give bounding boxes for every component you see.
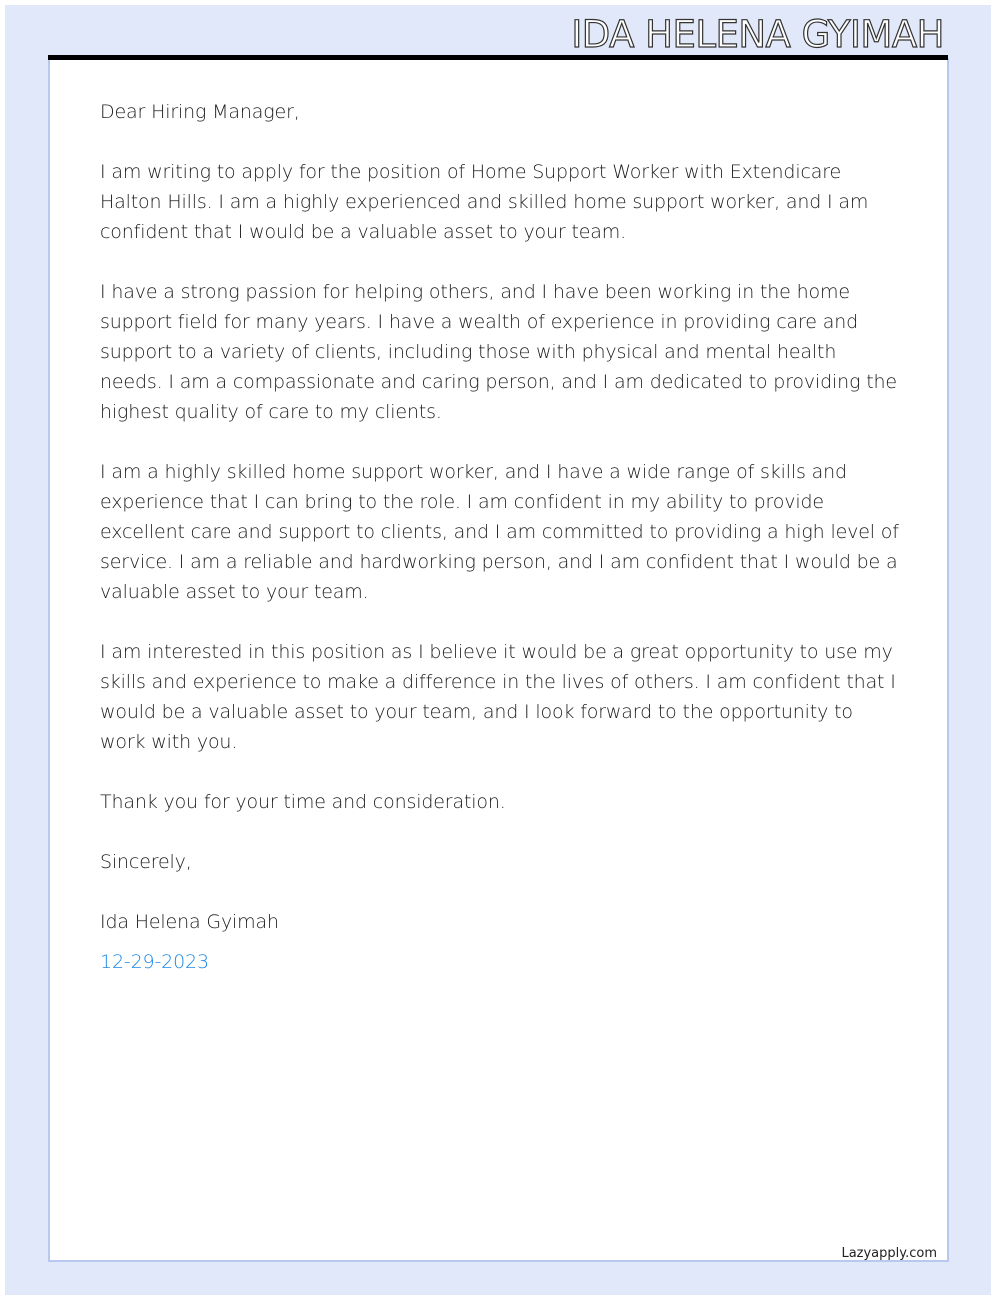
footer-brand: Lazyapply.com <box>841 1246 937 1261</box>
paragraph-passion: I have a strong passion for helping others, and I have been working in the home support field for many years. I have a wealth of experience in providing care and support to a variety of clients, including those with physical and mental health needs. I am a compassionate and caring person, and I am dedicated to providing the highest quality of care to my clients. <box>100 281 897 423</box>
closing: Sincerely, <box>100 851 192 873</box>
salutation: Dear Hiring Manager, <box>100 101 300 123</box>
paragraph-thanks: Thank you for your time and consideration. <box>100 791 506 813</box>
paragraph-intro: I am writing to apply for the position of Home Support Worker with Extendicare Halton Hills. I am a highly experienced and skilled home support worker, and I am confident that I would be a valuable asset to your team. <box>100 161 869 243</box>
signature-name: Ida Helena Gyimah <box>100 911 279 933</box>
letter-date: 12-29-2023 <box>100 951 209 973</box>
paragraph-interest: I am interested in this position as I believe it would be a great opportunity to use my skills and experience to make a difference in the lives of others. I am confident that I would be a valuable asset to your team, and I look forward to the opportunity to work with you. <box>100 641 896 753</box>
paragraph-skills: I am a highly skilled home support worker, and I have a wide range of skills and experience that I can bring to the role. I am confident in my ability to provide excellent care and support to clients, and I am committed to providing a high level of service. I am a reliable and hardworking person, and I am confident that I would be a valuable asset to your team. <box>100 461 899 603</box>
cover-letter-body <box>100 97 900 977</box>
applicant-name-heading: IDA HELENA GYIMAH <box>571 13 944 56</box>
